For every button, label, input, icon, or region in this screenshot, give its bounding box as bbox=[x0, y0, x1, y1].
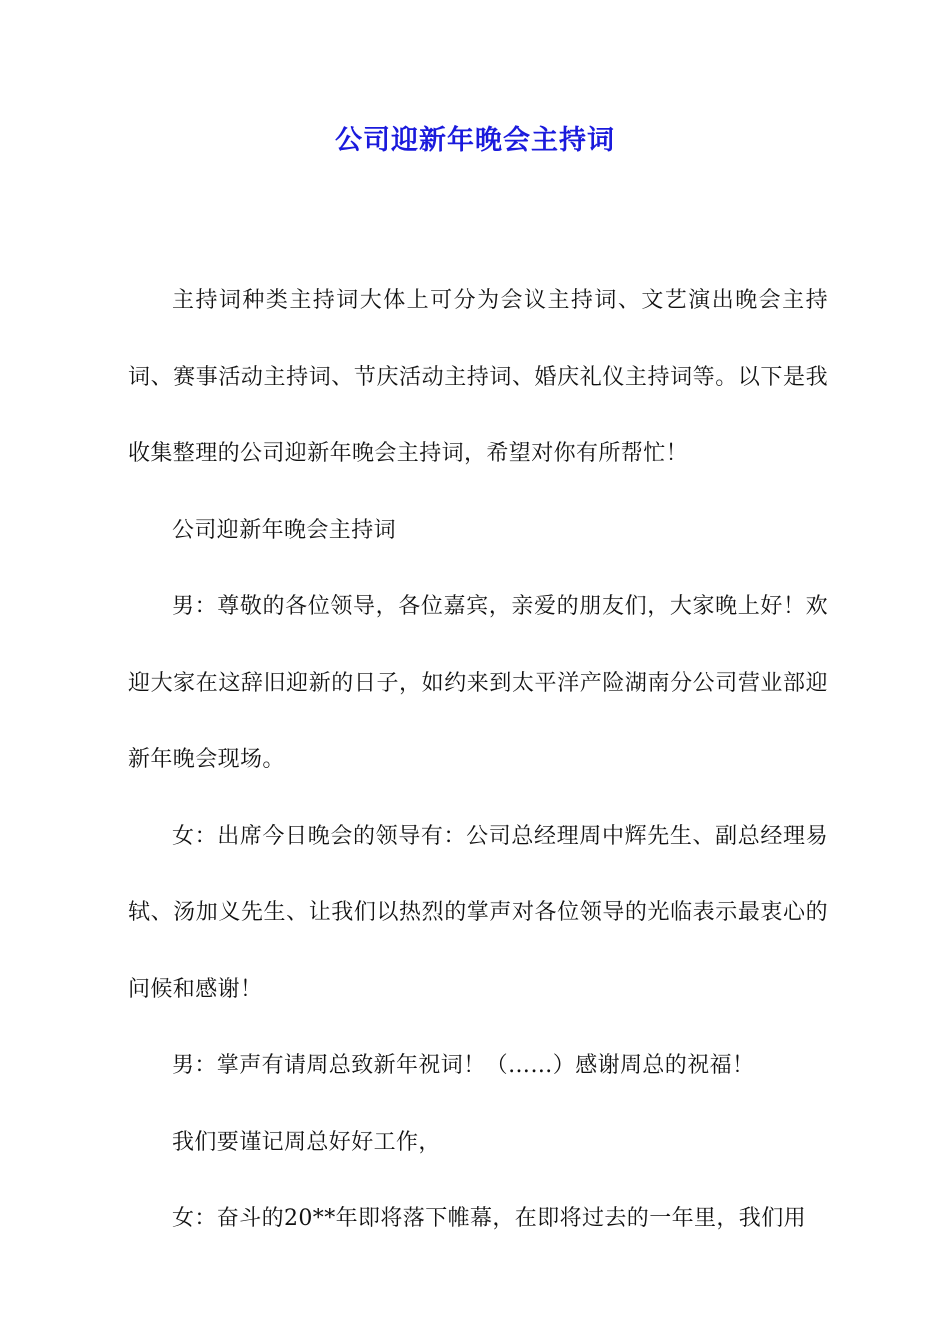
document-title: 公司迎新年晚会主持词 bbox=[335, 125, 615, 156]
paragraph-male-opening: 男：尊敬的各位领导，各位嘉宾，亲爱的朋友们，大家晚上好！欢迎大家在这辞旧迎新的日子，如约来到太平洋产险湖南分公司营业部迎新年晚会现场。 bbox=[128, 594, 828, 772]
paragraph-female-year: 女：奋斗的20**年即将落下帷幕，在即将过去的一年里，我们用 bbox=[172, 1206, 806, 1231]
paragraph-intro: 主持词种类主持词大体上可分为会议主持词、文艺演出晚会主持词、赛事活动主持词、节庆活动主持词、婚庆礼仪主持词等。以下是我收集整理的公司迎新年晚会主持词，希望对你有所帮忙！ bbox=[128, 288, 828, 466]
document-body bbox=[128, 263, 828, 1258]
paragraph-male-speech: 男：掌声有请周总致新年祝词！（……）感谢周总的祝福！ bbox=[172, 1053, 755, 1078]
paragraph-subtitle: 公司迎新年晚会主持词 bbox=[172, 517, 397, 543]
paragraph-work: 我们要谨记周总好好工作， bbox=[172, 1129, 441, 1155]
paragraph-female-leaders: 女：出席今日晚会的领导有：公司总经理周中辉先生、副总经理易轼、汤加义先生、让我们以热烈的掌声对各位领导的光临表示最衷心的问候和感谢！ bbox=[128, 823, 828, 1002]
